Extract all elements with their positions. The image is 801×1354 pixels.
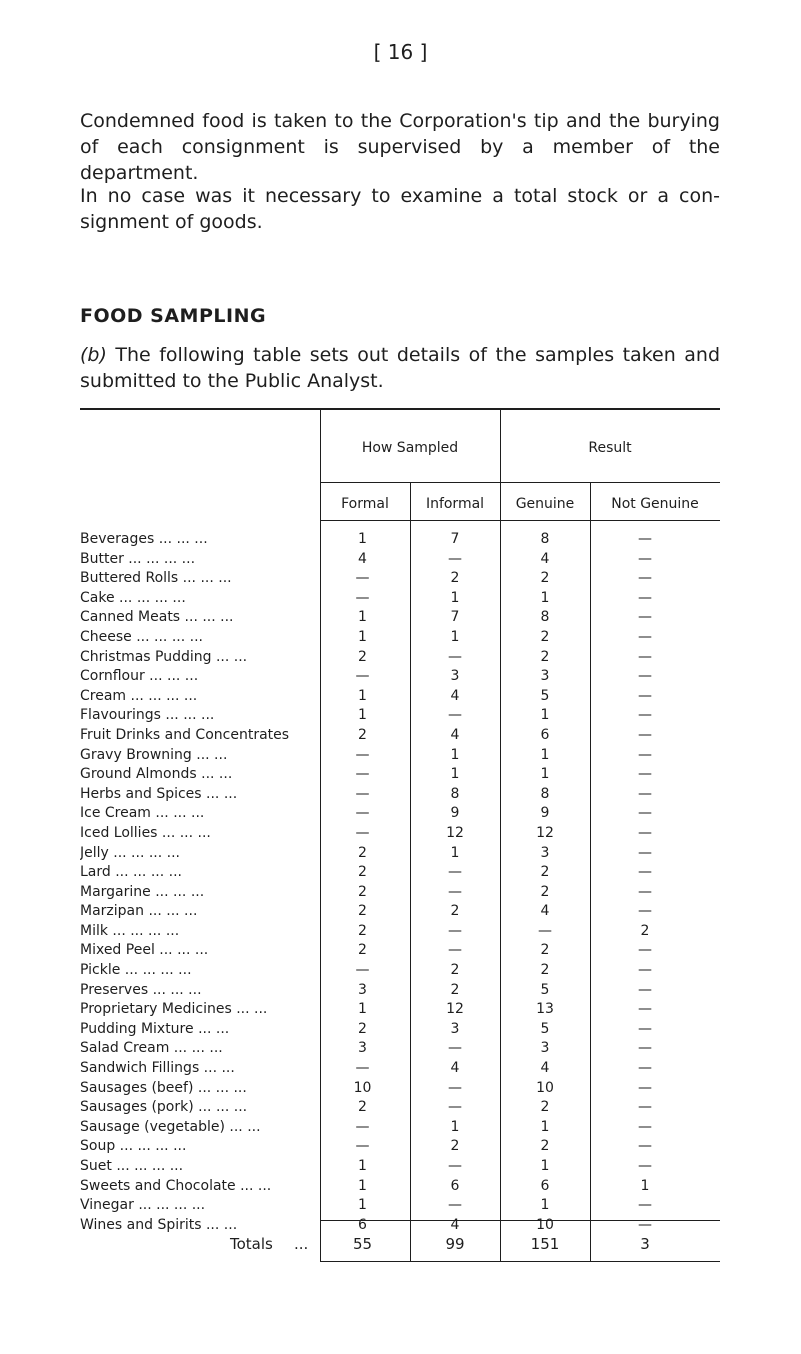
cell-genuine: 1 xyxy=(540,707,550,724)
cell-not-genuine: — xyxy=(638,824,652,841)
row-item-name: Christmas Pudding ... ... xyxy=(80,648,248,665)
cell-informal: — xyxy=(448,1040,462,1057)
intro-text: The following table sets out details of the samples taken and submitted to the Public Analyst. xyxy=(80,344,720,392)
table-row xyxy=(80,863,720,883)
cell-genuine: 5 xyxy=(540,687,550,704)
cell-informal: — xyxy=(448,942,462,959)
cell-informal: — xyxy=(448,1079,462,1096)
cell-not-genuine: — xyxy=(638,1197,652,1214)
cell-formal: — xyxy=(355,785,370,802)
row-item-name: Lard ... ... ... ... xyxy=(80,864,182,881)
cell-informal: 1 xyxy=(450,746,460,763)
cell-not-genuine: — xyxy=(638,1158,652,1174)
row-item-name: Buttered Rolls ... ... ... xyxy=(80,570,232,587)
cell-formal: 6 xyxy=(358,1216,367,1233)
cell-formal: 10 xyxy=(353,1079,372,1096)
page-number: [ 16 ] xyxy=(373,40,428,64)
cell-informal: 12 xyxy=(446,1001,464,1018)
cell-formal: — xyxy=(355,589,370,606)
row-item-name: Margarine ... ... ... xyxy=(80,883,205,900)
column-header-genuine: Genuine xyxy=(515,496,575,512)
cell-informal: — xyxy=(448,922,462,939)
table-row xyxy=(80,804,720,824)
cell-formal: 3 xyxy=(358,1040,367,1057)
cell-genuine: 2 xyxy=(540,942,550,959)
table-row xyxy=(80,981,720,1001)
cell-formal: — xyxy=(355,962,370,979)
cell-genuine: 4 xyxy=(540,903,550,920)
cell-informal: 12 xyxy=(446,824,464,841)
cell-informal: 4 xyxy=(450,687,460,704)
cell-formal: — xyxy=(355,570,370,587)
table-row xyxy=(80,785,720,805)
row-item-name: Ice Cream ... ... ... xyxy=(80,805,205,822)
cell-not-genuine: — xyxy=(638,962,652,979)
table-intro xyxy=(80,342,720,394)
row-item-name: Wines and Spirits ... ... xyxy=(80,1216,238,1233)
cell-formal: 2 xyxy=(358,864,367,881)
row-item-name: Preserves ... ... ... xyxy=(80,981,202,998)
table-row xyxy=(80,941,720,961)
cell-genuine: 10 xyxy=(536,1216,554,1233)
cell-genuine: 3 xyxy=(540,844,550,861)
cell-genuine: 2 xyxy=(540,962,550,979)
cell-formal: 1 xyxy=(358,707,367,724)
cell-informal: 2 xyxy=(450,962,460,979)
cell-informal: 2 xyxy=(450,1138,460,1155)
cell-formal: 2 xyxy=(358,922,367,939)
cell-genuine: 2 xyxy=(540,648,550,665)
cell-formal: — xyxy=(355,668,370,685)
row-item-name: Suet ... ... ... ... xyxy=(80,1158,184,1174)
cell-genuine: 10 xyxy=(536,1079,554,1096)
cell-informal: 2 xyxy=(450,981,460,998)
table-row xyxy=(80,667,720,687)
cell-not-genuine: — xyxy=(638,1138,652,1155)
column-header-informal: Informal xyxy=(425,496,485,512)
intro-marker: (b) xyxy=(80,344,107,366)
row-item-name: Marzipan ... ... ... xyxy=(80,903,198,920)
cell-informal: 1 xyxy=(450,589,460,606)
cell-genuine: 2 xyxy=(540,883,550,900)
cell-formal: — xyxy=(355,805,370,822)
table-row xyxy=(80,530,720,550)
cell-informal: — xyxy=(448,550,462,567)
cell-genuine: 1 xyxy=(540,1118,550,1135)
totals-not-genuine: 3 xyxy=(640,1235,650,1253)
row-item-name: Proprietary Medicines ... ... xyxy=(80,1001,268,1018)
table-row xyxy=(80,550,720,570)
table-row xyxy=(80,687,720,707)
cell-formal: — xyxy=(355,746,370,763)
cell-not-genuine: — xyxy=(638,1060,652,1077)
row-item-name: Butter ... ... ... ... xyxy=(80,550,196,567)
cell-not-genuine: — xyxy=(638,726,652,743)
cell-not-genuine: — xyxy=(638,785,652,802)
cell-genuine: 5 xyxy=(540,981,550,998)
row-item-name: Sweets and Chocolate ... ... xyxy=(80,1177,272,1194)
cell-formal: — xyxy=(355,824,370,841)
group-header-result: Result xyxy=(588,440,632,456)
cell-formal: 2 xyxy=(358,726,367,743)
row-item-name: Fruit Drinks and Concentrates xyxy=(80,726,290,743)
cell-genuine: 1 xyxy=(540,589,550,606)
cell-genuine: 12 xyxy=(536,824,554,841)
cell-genuine: 9 xyxy=(540,805,550,822)
table-row xyxy=(80,1079,720,1099)
cell-formal: — xyxy=(355,1060,370,1077)
cell-formal: 2 xyxy=(358,844,367,861)
cell-formal: — xyxy=(355,1118,370,1135)
row-item-name: Jelly ... ... ... ... xyxy=(80,844,181,861)
row-item-name: Soup ... ... ... ... xyxy=(80,1138,187,1155)
cell-informal: 4 xyxy=(450,726,460,743)
paragraph-condemned-food: Condemned food is taken to the Corporation's tip and the burying of each consignment is supervised by a member of the department. xyxy=(80,110,720,184)
cell-informal: 4 xyxy=(450,1060,460,1077)
cell-informal: 8 xyxy=(450,785,460,802)
totals-informal: 99 xyxy=(445,1235,465,1253)
cell-not-genuine: — xyxy=(638,746,652,763)
cell-not-genuine: 1 xyxy=(640,1177,650,1194)
cell-informal: 1 xyxy=(450,766,460,783)
table-row xyxy=(80,1177,720,1197)
cell-not-genuine: — xyxy=(638,531,652,547)
row-item-name: Flavourings ... ... ... xyxy=(80,707,215,724)
row-item-name: Sausages (pork) ... ... ... xyxy=(80,1099,248,1116)
totals-formal: 55 xyxy=(352,1235,373,1253)
cell-not-genuine: — xyxy=(638,609,652,626)
cell-genuine: 2 xyxy=(540,1099,550,1116)
cell-formal: 3 xyxy=(358,981,367,998)
table-row xyxy=(80,1137,720,1157)
cell-informal: 7 xyxy=(450,531,460,547)
cell-not-genuine: — xyxy=(638,1118,652,1135)
cell-formal: — xyxy=(355,766,370,783)
row-item-name: Milk ... ... ... ... xyxy=(80,922,180,939)
cell-genuine: 8 xyxy=(540,609,550,626)
cell-informal: — xyxy=(448,1158,462,1174)
cell-genuine: 1 xyxy=(540,1158,550,1174)
cell-informal: 9 xyxy=(450,805,460,822)
cell-informal: 2 xyxy=(450,570,460,587)
cell-informal: — xyxy=(448,1197,462,1214)
cell-not-genuine: — xyxy=(638,570,652,587)
row-item-name: Cornflour ... ... ... xyxy=(80,668,199,685)
cell-formal: 2 xyxy=(358,903,367,920)
row-item-name: Cheese ... ... ... ... xyxy=(80,628,203,645)
section-heading: FOOD SAMPLING xyxy=(80,305,267,327)
cell-genuine: 6 xyxy=(540,1177,550,1194)
cell-formal: 1 xyxy=(358,1001,367,1018)
cell-not-genuine: — xyxy=(638,864,652,881)
cell-not-genuine: — xyxy=(638,1099,652,1116)
cell-not-genuine: — xyxy=(638,883,652,900)
table-row xyxy=(80,961,720,981)
table-top-rule xyxy=(80,408,720,410)
cell-informal: — xyxy=(448,1099,462,1116)
cell-formal: 2 xyxy=(358,648,367,665)
row-item-name: Herbs and Spices ... ... xyxy=(80,785,238,802)
cell-informal: — xyxy=(448,707,462,724)
cell-formal: 1 xyxy=(358,628,367,645)
cell-formal: — xyxy=(355,1138,370,1155)
cell-not-genuine: — xyxy=(638,805,652,822)
group-header-how-sampled: How Sampled xyxy=(361,440,459,456)
cell-informal: 1 xyxy=(450,628,460,645)
cell-formal: 1 xyxy=(358,687,367,704)
cell-genuine: 13 xyxy=(536,1001,554,1018)
table-row xyxy=(80,902,720,922)
row-item-name: Sandwich Fillings ... ... xyxy=(80,1060,235,1077)
cell-not-genuine: — xyxy=(638,1216,652,1233)
cell-informal: — xyxy=(448,883,462,900)
cell-not-genuine: — xyxy=(638,1040,652,1057)
cell-genuine: 2 xyxy=(540,628,550,645)
table-row xyxy=(80,1039,720,1059)
table-row xyxy=(80,1118,720,1138)
table-row xyxy=(80,608,720,628)
totals-label: Totals xyxy=(230,1235,273,1253)
row-item-name: Iced Lollies ... ... ... xyxy=(80,824,211,841)
cell-genuine: 3 xyxy=(540,1040,550,1057)
cell-not-genuine: — xyxy=(638,766,652,783)
cell-not-genuine: — xyxy=(638,942,652,959)
table-row xyxy=(80,589,720,609)
cell-genuine: 2 xyxy=(540,1138,550,1155)
cell-formal: 1 xyxy=(358,1158,367,1174)
cell-genuine: 6 xyxy=(540,726,550,743)
cell-genuine: 4 xyxy=(540,1060,550,1077)
cell-genuine: 4 xyxy=(540,550,550,567)
table-row xyxy=(80,922,720,942)
cell-informal: 7 xyxy=(450,609,460,626)
table-header-rule xyxy=(320,520,720,521)
cell-genuine: 3 xyxy=(540,668,550,685)
cell-informal: 1 xyxy=(450,844,460,861)
cell-genuine: 1 xyxy=(540,1197,550,1214)
cell-formal: 2 xyxy=(358,883,367,900)
cell-formal: 1 xyxy=(358,1177,367,1194)
cell-genuine: 8 xyxy=(540,785,550,802)
table-row xyxy=(80,844,720,864)
cell-not-genuine: — xyxy=(638,668,652,685)
cell-informal: 3 xyxy=(450,1020,460,1037)
cell-informal: 6 xyxy=(450,1177,460,1194)
cell-genuine: 8 xyxy=(540,531,550,547)
cell-formal: 2 xyxy=(358,1099,367,1116)
row-item-name: Pickle ... ... ... ... xyxy=(80,962,192,979)
column-header-not-genuine: Not Genuine xyxy=(611,496,699,512)
table-group-rule xyxy=(320,482,720,483)
cell-informal: — xyxy=(448,864,462,881)
cell-formal: 1 xyxy=(358,609,367,626)
cell-not-genuine: — xyxy=(638,844,652,861)
row-item-name: Canned Meats ... ... ... xyxy=(80,609,234,626)
row-item-name: Sausage (vegetable) ... ... xyxy=(80,1118,261,1135)
cell-genuine: — xyxy=(538,922,552,939)
cell-informal: — xyxy=(448,648,462,665)
table-row xyxy=(80,1059,720,1079)
cell-not-genuine: — xyxy=(638,903,652,920)
cell-genuine: 2 xyxy=(540,864,550,881)
cell-not-genuine: — xyxy=(638,550,652,567)
totals-row xyxy=(80,1232,720,1256)
cell-informal: 4 xyxy=(450,1216,460,1233)
table-row xyxy=(80,648,720,668)
cell-not-genuine: — xyxy=(638,628,652,645)
cell-informal: 2 xyxy=(450,903,460,920)
row-item-name: Mixed Peel ... ... ... xyxy=(80,942,209,959)
cell-not-genuine: — xyxy=(638,589,652,606)
cell-informal: 3 xyxy=(450,668,460,685)
cell-not-genuine: — xyxy=(638,1001,652,1018)
cell-formal: 2 xyxy=(358,1020,367,1037)
row-item-name: Vinegar ... ... ... ... xyxy=(80,1197,206,1214)
row-item-name: Ground Almonds ... ... xyxy=(80,766,233,783)
cell-not-genuine: — xyxy=(638,1079,652,1096)
table-row xyxy=(80,1196,720,1216)
paragraph-stock-examination: In no case was it necessary to examine a total stock or a con-signment of goods. xyxy=(80,185,720,233)
row-item-name: Pudding Mixture ... ... xyxy=(80,1020,230,1037)
cell-formal: 4 xyxy=(358,550,367,567)
table-row xyxy=(80,746,720,766)
table-row xyxy=(80,824,720,844)
row-item-name: Cream ... ... ... ... xyxy=(80,687,198,704)
table-row xyxy=(80,706,720,726)
table-body xyxy=(80,530,720,1235)
column-header-formal: Formal xyxy=(341,496,389,512)
totals-genuine: 151 xyxy=(530,1235,560,1253)
row-item-name: Salad Cream ... ... ... xyxy=(80,1040,223,1057)
cell-not-genuine: — xyxy=(638,1020,652,1037)
row-item-name: Beverages ... ... ... xyxy=(80,531,208,547)
cell-not-genuine: 2 xyxy=(640,922,650,939)
table-row xyxy=(80,726,720,746)
table-row xyxy=(80,1157,720,1177)
table-row xyxy=(80,765,720,785)
row-item-name: Sausages (beef) ... ... ... xyxy=(80,1079,247,1096)
table-row xyxy=(80,1020,720,1040)
cell-genuine: 5 xyxy=(540,1020,550,1037)
cell-genuine: 1 xyxy=(540,766,550,783)
cell-formal: 1 xyxy=(358,531,367,547)
table-row xyxy=(80,628,720,648)
cell-not-genuine: — xyxy=(638,981,652,998)
row-item-name: Cake ... ... ... ... xyxy=(80,589,186,606)
cell-formal: 2 xyxy=(358,942,367,959)
cell-not-genuine: — xyxy=(638,707,652,724)
cell-genuine: 2 xyxy=(540,570,550,587)
cell-not-genuine: — xyxy=(638,648,652,665)
cell-informal: 1 xyxy=(450,1118,460,1135)
table-row xyxy=(80,1098,720,1118)
table-bottom-rule xyxy=(320,1261,720,1262)
cell-not-genuine: — xyxy=(638,687,652,704)
cell-formal: 1 xyxy=(358,1197,367,1214)
cell-genuine: 1 xyxy=(540,746,550,763)
table-row xyxy=(80,883,720,903)
row-item-name: Gravy Browning ... ... xyxy=(80,746,228,763)
table-row xyxy=(80,569,720,589)
table-row xyxy=(80,1000,720,1020)
totals-leader: ... xyxy=(294,1235,309,1253)
